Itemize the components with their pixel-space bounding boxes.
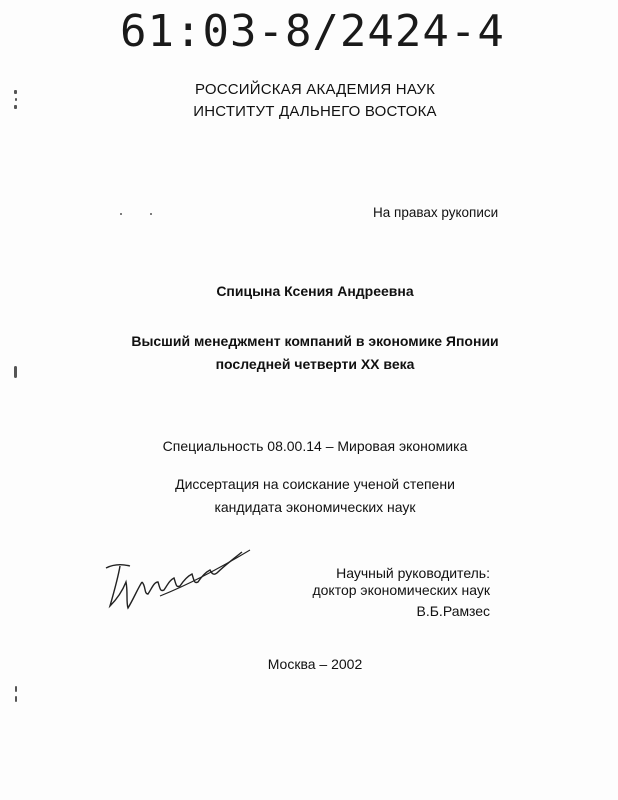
supervisor-role: Научный руководитель: (336, 565, 490, 581)
supervisor-name: В.Б.Рамзес (416, 603, 490, 619)
supervisor-degree: доктор экономических наук (312, 582, 490, 598)
handwritten-signature (100, 530, 260, 620)
margin-mark (12, 686, 20, 706)
place-year: Москва – 2002 (267, 656, 363, 672)
rights-note: На правах рукописи (373, 205, 499, 220)
thesis-title-line2: последней четверти XX века (215, 356, 415, 372)
archive-number (120, 4, 520, 64)
scan-speck (120, 213, 122, 215)
dissertation-line2: кандидата экономических наук (214, 499, 416, 515)
author-name: Спицына Ксения Андреевна (216, 283, 414, 299)
specialty: Специальность 08.00.14 – Мировая экономика (162, 438, 468, 454)
archive-number-text: 61:03-8/2424-4 (120, 6, 505, 57)
academy-name: РОССИЙСКАЯ АКАДЕМИЯ НАУК (194, 81, 436, 98)
scan-speck (150, 213, 152, 215)
dissertation-line1: Диссертация на соискание ученой степени (175, 476, 455, 492)
thesis-title-line1: Высший менеджмент компаний в экономике Японии (131, 333, 499, 349)
institute-name: ИНСТИТУТ ДАЛЬНЕГО ВОСТОКА (193, 103, 437, 120)
